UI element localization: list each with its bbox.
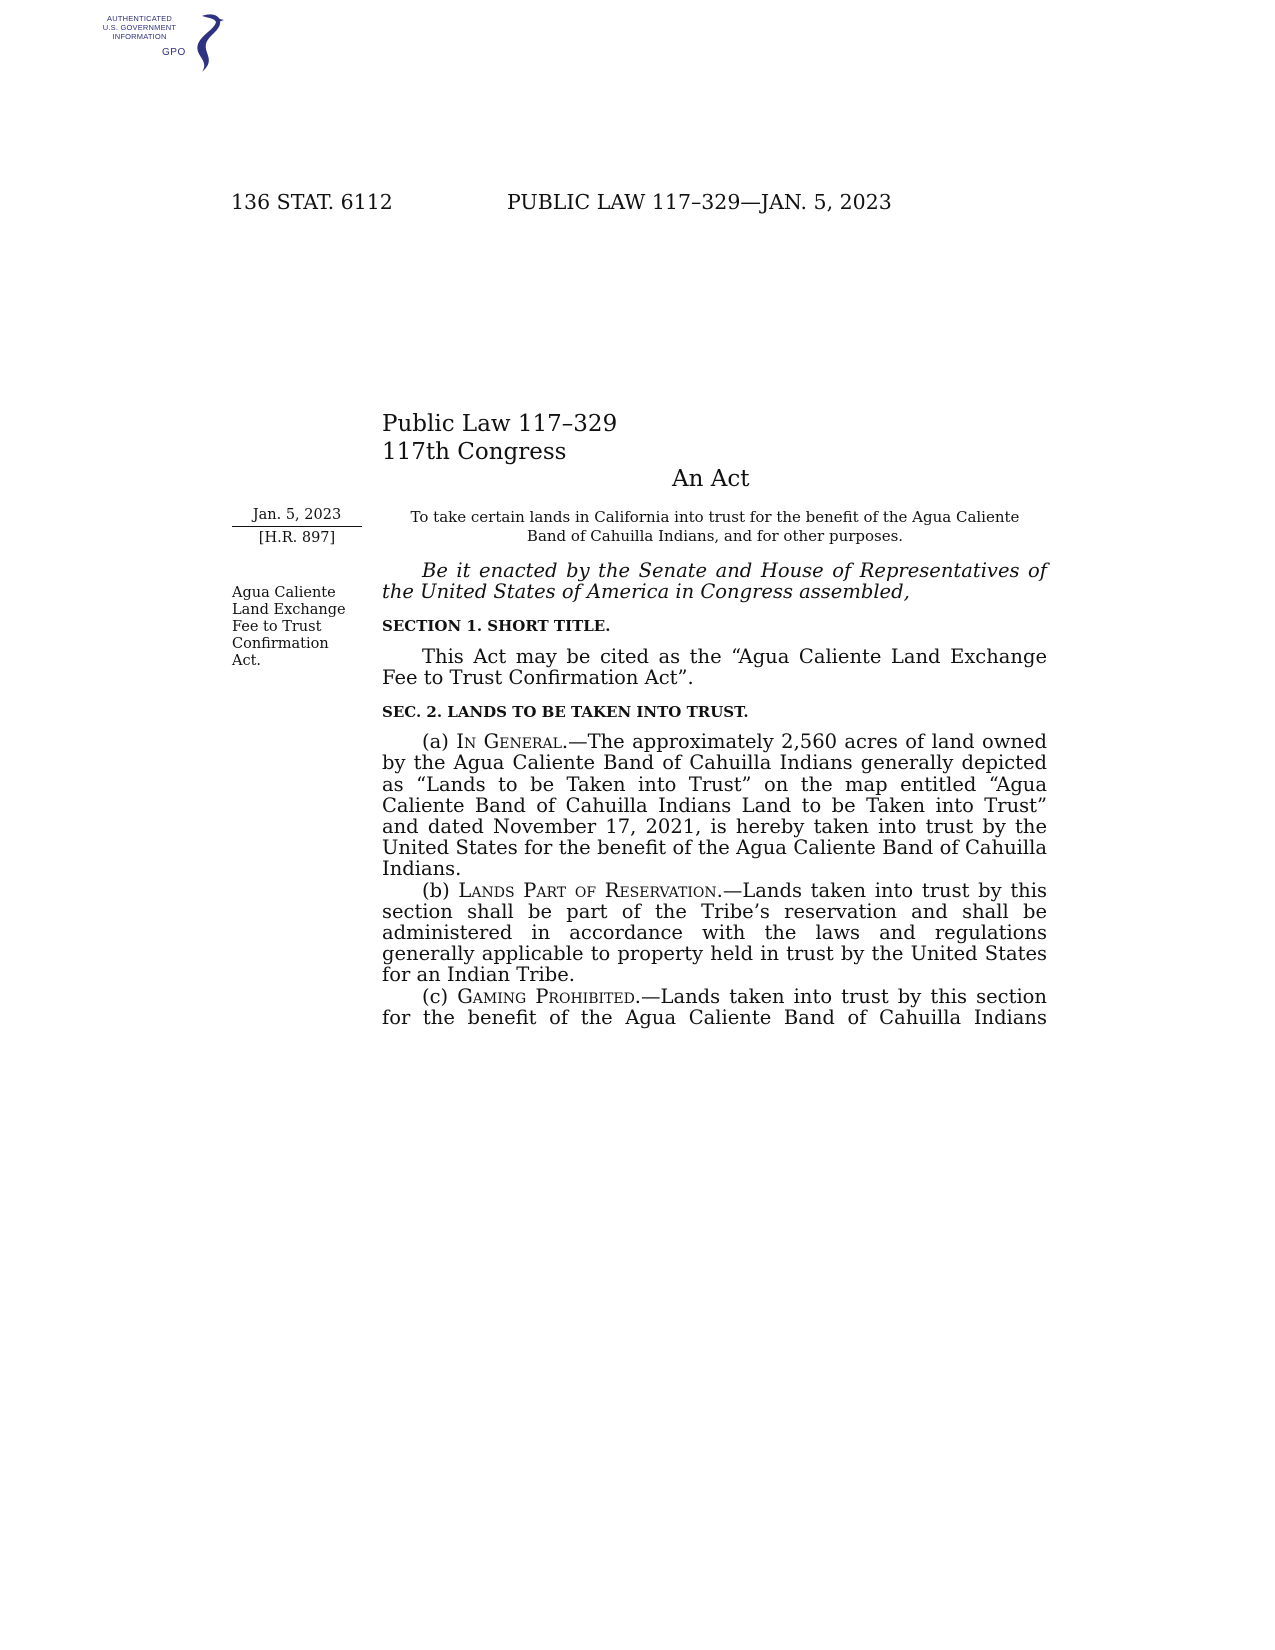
margin-note-short-title: Agua Caliente Land Exchange Fee to Trust Confirmation Act. [232, 585, 346, 669]
congress-number: 117th Congress [382, 439, 567, 465]
subsection-b-text: .—Lands taken into trust by this section shall be part of the Tribe’s reservation and shall be administered in accordance with the laws and regulations generally applicable to property held in trust by the United States for an Indian Tribe. [382, 878, 1047, 987]
logo-gpo: GPO [162, 47, 186, 58]
stat-citation: 136 STAT. 6112 [231, 190, 393, 214]
subsection-a [382, 731, 1047, 879]
public-law-number: Public Law 117–329 [382, 411, 618, 437]
subsection-a-text: .—The approximately 2,560 acres of land owned by the Agua Caliente Band of Cahuilla Indians generally depicted as “Lands to be Taken into Trust” on the map entitled “Agua Caliente Band of Cahuilla Indians Land to be Taken into Trust” and dated November 17, 2021, is hereby taken into trust by the United States for the benefit of the Agua Caliente Band of Cahuilla Indians. [382, 730, 1048, 881]
act-title: An Act [672, 466, 750, 492]
bill-number: [H.R. 897] [258, 530, 336, 546]
subsection-a-label: (a) [422, 730, 457, 754]
logo-line: INFORMATION [112, 32, 167, 41]
section-1-text: This Act may be cited as the “Agua Caliente Land Exchange Fee to Trust Confirmation Act”. [382, 644, 1047, 689]
enacting-clause: Be it enacted by the Senate and House of Representatives of the United States of America in Congress assembled, [382, 559, 1047, 604]
logo-line: U.S. GOVERNMENT [102, 23, 177, 32]
subsection-b-heading: Lands Part of Reservation [458, 878, 717, 902]
subsection-a-heading: In General [456, 730, 562, 754]
enactment-date: Jan. 5, 2023 [232, 507, 362, 527]
subsection-c-text: .—Lands taken into trust by this section for the benefit of the Agua Caliente Band of Cahuilla Indians [382, 984, 1047, 1029]
law-citation: PUBLIC LAW 117–329—JAN. 5, 2023 [507, 190, 892, 214]
public-law-title [382, 410, 617, 466]
logo-line: AUTHENTICATED [107, 14, 172, 23]
act-body [382, 560, 1047, 1028]
subsection-c-label: (c) [422, 984, 458, 1008]
eagle-icon [172, 10, 232, 76]
act-purpose: To take certain lands in California into trust for the benefit of the Agua Caliente Band of Cahuilla Indians, and for other purposes. [410, 508, 1020, 545]
margin-date-block [232, 507, 362, 546]
subsection-b-label: (b) [422, 878, 459, 902]
subsection-c [382, 986, 1047, 1028]
subsection-b [382, 880, 1047, 986]
section-1-heading: SECTION 1. SHORT TITLE. [382, 617, 611, 636]
gpo-logo [92, 10, 232, 76]
section-2-heading: SEC. 2. LANDS TO BE TAKEN INTO TRUST. [382, 703, 749, 722]
subsection-c-heading: Gaming Prohibited [457, 984, 635, 1008]
